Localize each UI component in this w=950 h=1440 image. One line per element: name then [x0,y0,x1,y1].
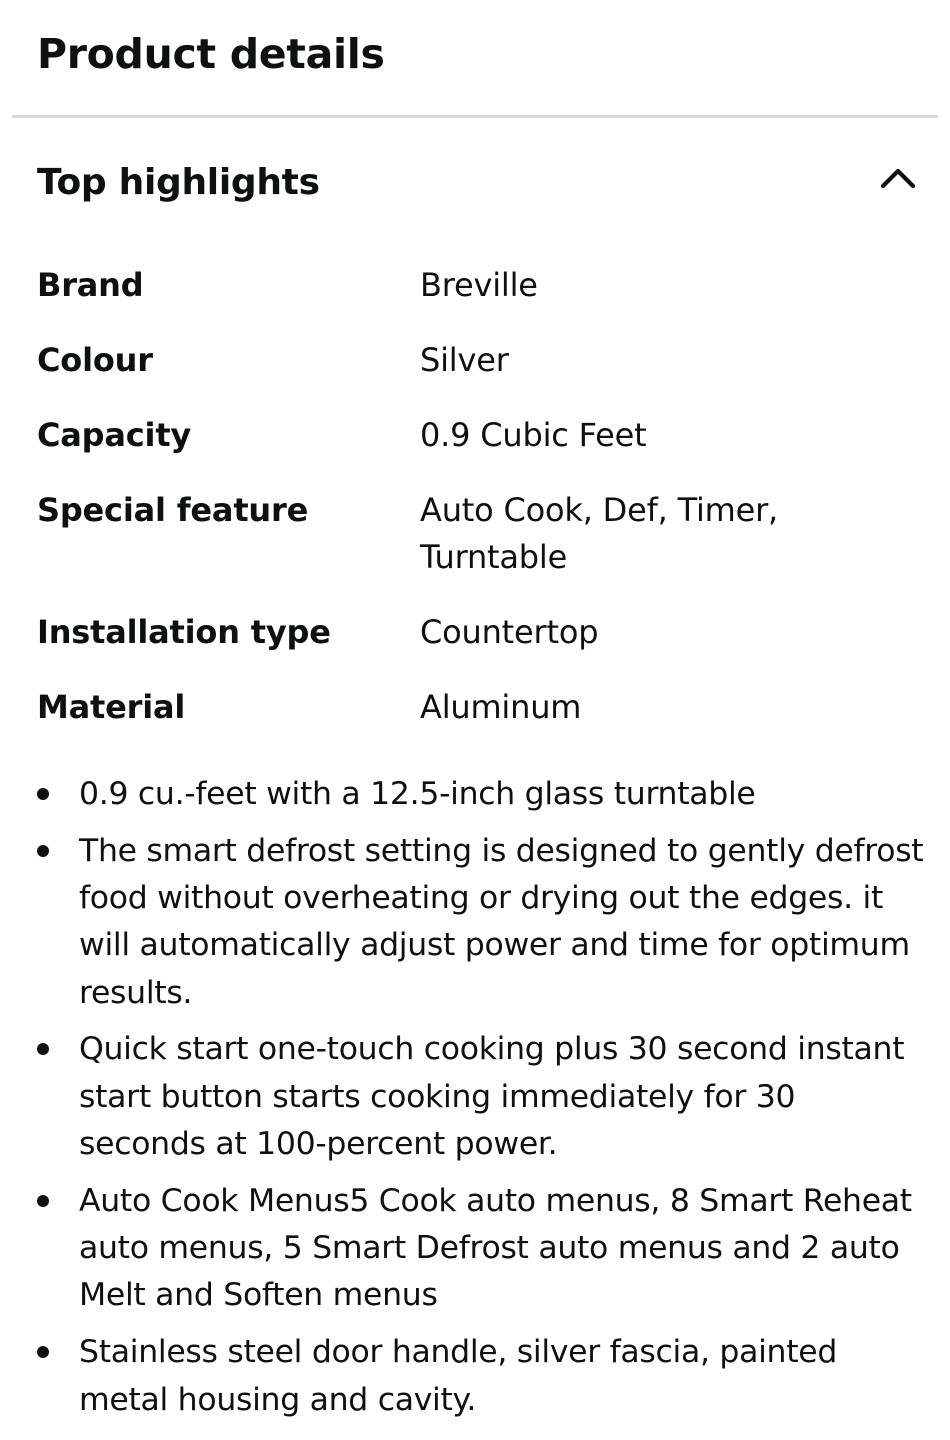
spec-label: Material [37,688,186,726]
spec-label: Colour [37,341,153,379]
feature-bullet [37,828,927,1017]
bullet-dot-icon [37,1043,49,1055]
section-title: Top highlights [37,162,320,203]
spec-label: Special feature [37,491,309,529]
feature-bullet-text: The smart defrost setting is designed to gently defrost food without overheating or drying out the edges. it will automatically adjust power and time for optimum results. [79,832,924,1011]
header-divider [12,115,938,118]
spec-value: Auto Cook, Def, Timer, Turntable [420,491,779,576]
spec-row-special-feature [37,487,927,609]
feature-bullet [37,1178,927,1320]
feature-bullet [37,1026,927,1168]
spec-label: Capacity [37,416,192,454]
chevron-up-icon[interactable] [876,162,920,192]
spec-value: Silver [420,341,509,379]
spec-row-material [37,684,927,759]
spec-row-capacity [37,412,927,487]
feature-bullet-text: Stainless steel door handle, silver fascia, painted metal housing and cavity. [79,1334,838,1418]
bullet-dot-icon [37,845,49,857]
highlights-table [37,262,927,759]
page-title: Product details [37,30,385,78]
spec-label: Installation type [37,613,331,651]
spec-row-colour [37,337,927,412]
feature-bullet [37,1329,927,1424]
bullet-dot-icon [37,1346,49,1358]
spec-value: Aluminum [420,688,582,726]
bullet-dot-icon [37,1195,49,1207]
spec-row-installation-type [37,609,927,684]
spec-value: Countertop [420,613,599,651]
feature-bullet-text: Auto Cook Menus5 Cook auto menus, 8 Smart Reheat auto menus, 5 Smart Defrost auto menus and 2 auto Melt and Soften menus [79,1182,912,1314]
feature-bullet-list [37,771,927,1433]
spec-row-brand [37,262,927,337]
spec-value: 0.9 Cubic Feet [420,416,647,454]
feature-bullet-text: Quick start one-touch cooking plus 30 second instant start button starts cooking immediately for 30 seconds at 100-percent power. [79,1031,905,1163]
top-highlights-toggle[interactable] [0,150,950,216]
bullet-dot-icon [37,788,49,800]
feature-bullet [37,771,927,818]
spec-label: Brand [37,266,144,304]
spec-value: Breville [420,266,538,304]
feature-bullet-text: 0.9 cu.-feet with a 12.5-inch glass turntable [79,776,756,812]
